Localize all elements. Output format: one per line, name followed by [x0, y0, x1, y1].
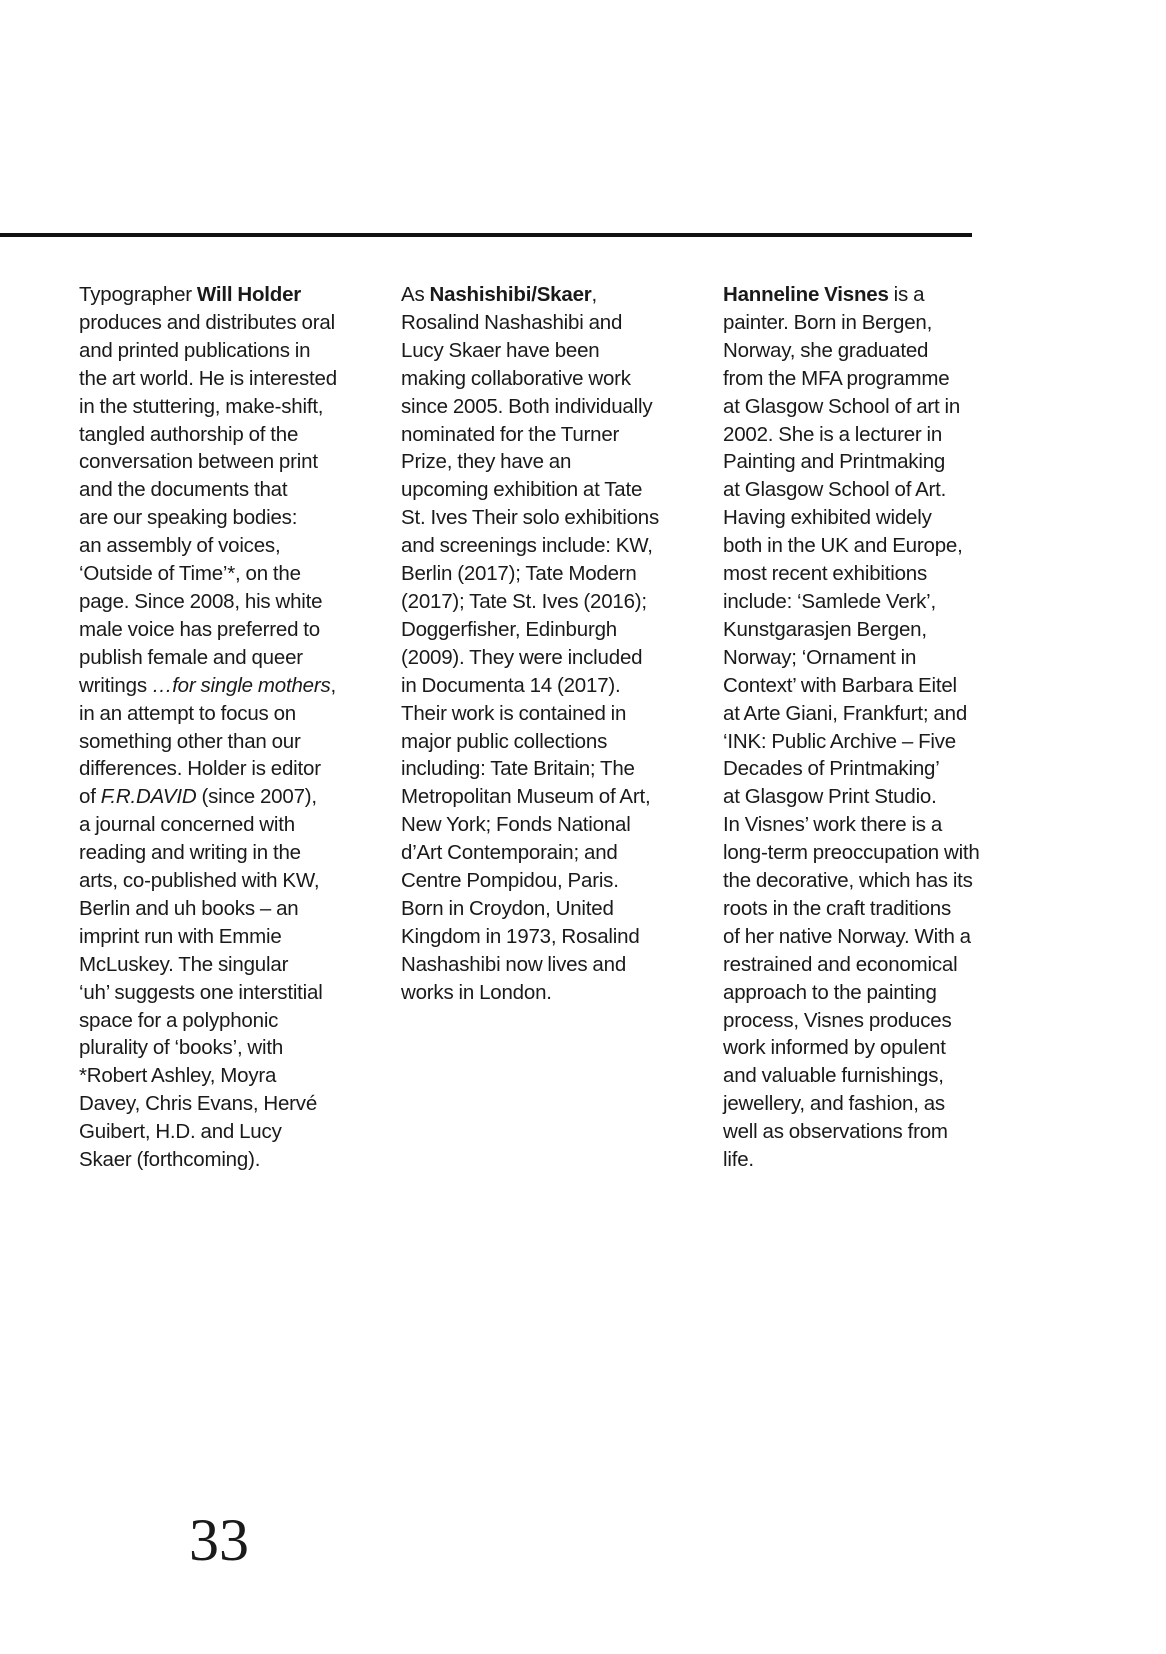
top-rule	[0, 233, 972, 237]
text-run: at Glasgow School of art in	[723, 394, 961, 418]
text-run: Having exhibited widely	[723, 506, 932, 530]
text-run: imprint run with Emmie	[79, 924, 282, 948]
text-run: both in the UK and Europe,	[723, 534, 963, 558]
text-run: As	[401, 283, 430, 306]
text-line	[723, 337, 980, 365]
text-run: and printed publications in	[79, 338, 311, 362]
text-run: space for a polyphonic	[79, 1008, 279, 1032]
text-run: Metropolitan Museum of Art,	[401, 785, 651, 809]
text-run: painter. Born in Bergen,	[723, 310, 933, 334]
text-run: include: ‘Samlede Verk’,	[723, 589, 936, 613]
text-line	[79, 560, 337, 588]
text-line	[79, 979, 337, 1007]
text-run: Decades of Printmaking’	[723, 757, 940, 781]
text-run: publish female and queer	[79, 645, 303, 669]
text-line	[79, 476, 337, 504]
text-line	[401, 644, 659, 672]
text-run: roots in the craft traditions	[723, 896, 952, 920]
text-line	[401, 895, 659, 923]
text-run: nominated for the Turner	[401, 422, 620, 446]
text-line	[401, 728, 659, 756]
text-line	[79, 1062, 337, 1090]
text-run: plurality of ‘books’, with	[79, 1036, 284, 1060]
text-run: ‘INK: Public Archive – Five	[723, 729, 956, 753]
text-line	[723, 979, 980, 1007]
text-run: something other than our	[79, 729, 301, 753]
text-run: Kingdom in 1973, Rosalind	[401, 924, 640, 948]
bold-name: Nashishibi/Skaer	[429, 283, 592, 306]
text-line	[723, 393, 980, 421]
text-line	[401, 811, 659, 839]
text-run: McLuskey. The singular	[79, 952, 289, 976]
text-run: conversation between print	[79, 450, 318, 474]
text-run: since 2005. Both individually	[401, 394, 653, 418]
text-run: of	[79, 785, 101, 809]
text-line	[723, 616, 980, 644]
text-run: at Glasgow School of Art.	[723, 478, 947, 502]
text-line	[79, 811, 337, 839]
text-run: approach to the painting	[723, 980, 937, 1004]
text-line	[401, 532, 659, 560]
text-run: work informed by opulent	[723, 1036, 946, 1060]
text-run: arts, co-published with KW,	[79, 869, 320, 893]
text-run: New York; Fonds National	[401, 813, 631, 837]
text-run: Typographer	[79, 283, 197, 306]
text-line	[79, 1118, 337, 1146]
text-run: Davey, Chris Evans, Hervé	[79, 1092, 318, 1116]
text-run: (since 2007),	[196, 785, 317, 809]
text-run: reading and writing in the	[79, 841, 301, 865]
text-line	[79, 421, 337, 449]
text-line	[723, 1062, 980, 1090]
text-line	[79, 365, 337, 393]
text-line	[79, 1146, 337, 1174]
bold-name: Will Holder	[196, 283, 302, 306]
text-line	[79, 1034, 337, 1062]
text-line	[723, 309, 980, 337]
text-run: Norway, she graduated	[723, 338, 929, 362]
text-line	[79, 923, 337, 951]
text-run: most recent exhibitions	[723, 562, 928, 586]
text-line	[79, 532, 337, 560]
text-run: works in London.	[401, 980, 552, 1004]
text-line	[401, 560, 659, 588]
text-run: Berlin and uh books – an	[79, 896, 299, 920]
text-run: is a	[888, 283, 925, 306]
text-line	[79, 393, 337, 421]
text-line	[79, 839, 337, 867]
text-line	[401, 839, 659, 867]
text-line	[79, 867, 337, 895]
text-line	[79, 895, 337, 923]
text-line	[401, 923, 659, 951]
text-line	[401, 448, 659, 476]
text-run: ‘Outside of Time’*, on the	[79, 562, 301, 586]
text-run: Prize, they have an	[401, 450, 572, 474]
text-line	[401, 281, 659, 309]
text-run: Centre Pompidou, Paris.	[401, 869, 619, 893]
text-run: Rosalind Nashashibi and	[401, 310, 623, 334]
bio-column-nashashibi-skaer	[401, 281, 659, 1007]
text-run: ‘uh’ suggests one interstitial	[79, 980, 323, 1004]
text-line	[401, 979, 659, 1007]
text-run: ,	[330, 673, 337, 697]
text-line	[401, 504, 659, 532]
text-run: Doggerfisher, Edinburgh	[401, 617, 617, 641]
text-line	[723, 560, 980, 588]
text-line	[79, 783, 337, 811]
text-run: (2009). They were included	[401, 645, 643, 669]
text-run: (2017); Tate St. Ives (2016);	[401, 589, 647, 613]
text-line	[401, 421, 659, 449]
text-run: in the stuttering, make-shift,	[79, 394, 324, 418]
text-run: Kunstgarasjen Bergen,	[723, 617, 927, 641]
text-run: and screenings include: KW,	[401, 534, 653, 558]
text-run: major public collections	[401, 729, 608, 753]
text-run: in Documenta 14 (2017).	[401, 673, 621, 697]
text-run: male voice has preferred to	[79, 617, 321, 641]
text-line	[723, 783, 980, 811]
text-run: *Robert Ashley, Moyra	[79, 1064, 277, 1088]
text-line	[723, 1007, 980, 1035]
text-line	[401, 337, 659, 365]
text-line	[401, 672, 659, 700]
text-line	[723, 1090, 980, 1118]
text-line	[723, 421, 980, 449]
text-run: process, Visnes produces	[723, 1008, 952, 1032]
text-run: in an attempt to focus on	[79, 701, 296, 725]
text-line	[723, 281, 980, 309]
text-line	[723, 1118, 980, 1146]
text-line	[723, 895, 980, 923]
text-line	[79, 700, 337, 728]
text-run: Berlin (2017); Tate Modern	[401, 562, 637, 586]
text-line	[401, 783, 659, 811]
text-line	[401, 365, 659, 393]
text-run: Their work is contained in	[401, 701, 627, 725]
text-run: St. Ives Their solo exhibitions	[401, 506, 660, 530]
text-line	[723, 504, 980, 532]
text-line	[723, 839, 980, 867]
text-run: Context’ with Barbara Eitel	[723, 673, 957, 697]
italic-title: F.R.DAVID	[100, 785, 197, 809]
text-run: including: Tate Britain; The	[401, 757, 635, 781]
text-run: Painting and Printmaking	[723, 450, 946, 474]
text-line	[401, 309, 659, 337]
text-run: page. Since 2008, his white	[79, 589, 323, 613]
text-line	[723, 923, 980, 951]
text-run: jewellery, and fashion, as	[723, 1092, 945, 1116]
text-line	[723, 644, 980, 672]
bio-column-hanneline-visnes	[723, 281, 980, 1174]
text-line	[401, 588, 659, 616]
text-run: writings	[79, 673, 152, 697]
bio-column-will-holder	[79, 281, 337, 1174]
text-line	[79, 337, 337, 365]
text-run: Norway; ‘Ornament in	[723, 645, 917, 669]
text-line	[723, 588, 980, 616]
text-run: Nashashibi now lives and	[401, 952, 627, 976]
text-run: life.	[723, 1148, 754, 1172]
text-line	[79, 281, 337, 309]
text-line	[79, 672, 337, 700]
text-run: Guibert, H.D. and Lucy	[79, 1120, 282, 1144]
text-run: Skaer (forthcoming).	[79, 1148, 261, 1172]
text-run: at Glasgow Print Studio.	[723, 785, 937, 809]
text-run: In Visnes’ work there is a	[723, 813, 943, 837]
text-run: of her native Norway. With a	[723, 924, 971, 948]
text-run: are our speaking bodies:	[79, 506, 298, 530]
text-run: the decorative, which has its	[723, 869, 973, 893]
text-line	[723, 365, 980, 393]
text-line	[401, 393, 659, 421]
text-line	[79, 616, 337, 644]
text-run: differences. Holder is editor	[79, 757, 321, 781]
text-run: and valuable furnishings,	[723, 1064, 944, 1088]
text-line	[723, 532, 980, 560]
text-run: an assembly of voices,	[79, 534, 281, 558]
bold-name: Hanneline Visnes	[723, 283, 889, 306]
text-line	[723, 448, 980, 476]
text-run: Lucy Skaer have been	[401, 338, 600, 362]
text-line	[723, 1146, 980, 1174]
text-line	[723, 672, 980, 700]
text-line	[401, 867, 659, 895]
text-line	[79, 309, 337, 337]
text-run: produces and distributes oral	[79, 310, 335, 334]
text-line	[79, 1090, 337, 1118]
text-line	[401, 476, 659, 504]
text-line	[79, 644, 337, 672]
text-run: a journal concerned with	[79, 813, 295, 837]
text-run: d’Art Contemporain; and	[401, 841, 618, 865]
text-line	[723, 951, 980, 979]
text-line	[79, 504, 337, 532]
text-run: ,	[591, 283, 598, 306]
text-run: restrained and economical	[723, 952, 958, 976]
text-line	[723, 867, 980, 895]
text-line	[79, 1007, 337, 1035]
text-run: and the documents that	[79, 478, 288, 502]
text-run: 2002. She is a lecturer in	[723, 422, 943, 446]
text-line	[79, 588, 337, 616]
text-line	[401, 755, 659, 783]
italic-title: …for single mothers	[151, 673, 331, 697]
text-run: the art world. He is interested	[79, 366, 337, 390]
text-line	[723, 1034, 980, 1062]
text-run: long-term preoccupation with	[723, 841, 980, 865]
text-run: upcoming exhibition at Tate	[401, 478, 643, 502]
text-line	[401, 700, 659, 728]
text-line	[79, 755, 337, 783]
text-line	[401, 616, 659, 644]
text-line	[79, 448, 337, 476]
text-run: Born in Croydon, United	[401, 896, 614, 920]
text-line	[723, 476, 980, 504]
text-line	[723, 755, 980, 783]
text-run: tangled authorship of the	[79, 422, 299, 446]
text-line	[401, 951, 659, 979]
text-line	[79, 951, 337, 979]
text-line	[79, 728, 337, 756]
text-run: making collaborative work	[401, 366, 631, 390]
page-number: 33	[189, 1507, 249, 1573]
text-line	[723, 728, 980, 756]
text-line	[723, 811, 980, 839]
text-run: at Arte Giani, Frankfurt; and	[723, 701, 968, 725]
text-line	[723, 700, 980, 728]
text-run: well as observations from	[723, 1120, 948, 1144]
text-run: from the MFA programme	[723, 366, 950, 390]
